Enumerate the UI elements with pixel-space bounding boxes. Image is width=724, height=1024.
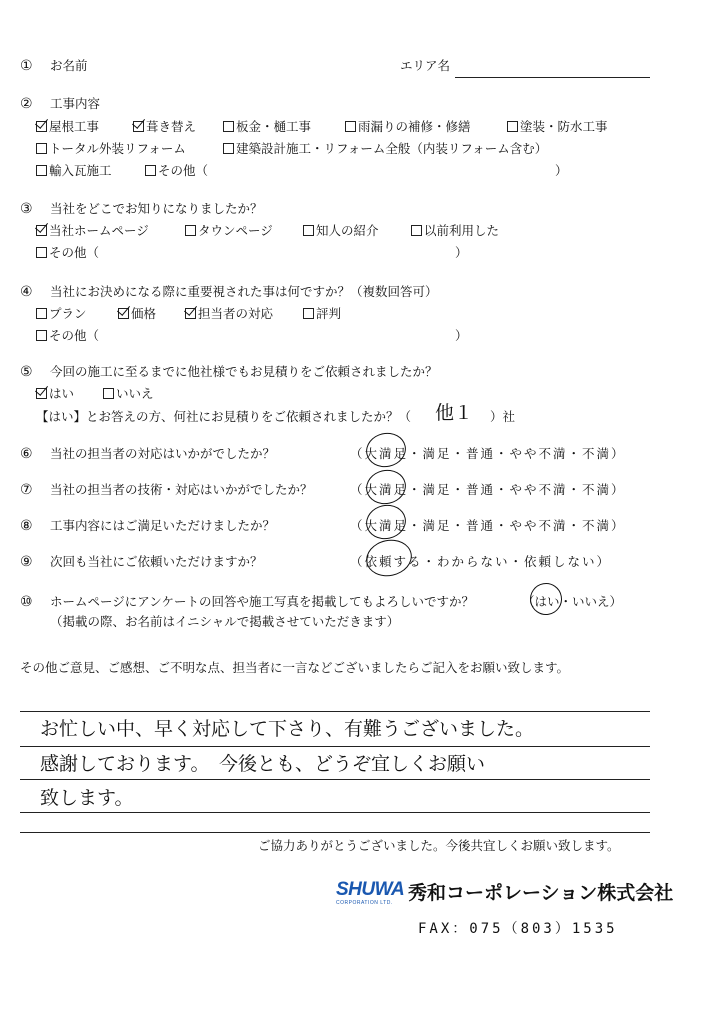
logo-text: SHUWA xyxy=(336,879,405,900)
q2-number: ② xyxy=(20,96,33,112)
q3-number: ③ xyxy=(20,201,33,217)
option-reroofing[interactable]: 葺き替え xyxy=(133,119,196,135)
option-imported-tiles[interactable]: 輸入瓦施工 xyxy=(36,163,112,179)
option-homepage[interactable]: 当社ホームページ xyxy=(36,223,149,239)
checkbox-icon[interactable] xyxy=(303,225,314,236)
option-referral[interactable]: 知人の紹介 xyxy=(303,223,379,239)
option-other[interactable]: その他（ xyxy=(36,245,99,261)
option-sheet-metal[interactable]: 板金・樋工事 xyxy=(223,119,311,135)
checkbox-icon[interactable] xyxy=(303,308,314,319)
q10-scale[interactable]: （はい・いいえ） xyxy=(522,594,623,609)
q9-number: ⑨ xyxy=(20,554,33,570)
q7-question: 当社の担当者の技術・対応はいかがでしたか？ xyxy=(50,482,313,497)
q5-followup: 【はい】とお答えの方、何社にお見積りをご依頼されましたか？（ xyxy=(36,409,412,424)
q7-number: ⑦ xyxy=(20,482,33,498)
q5-label: 今回の施工に至るまでに他社様でもお見積りをご依頼されましたか？ xyxy=(50,364,438,379)
checkbox-checked-icon[interactable] xyxy=(36,225,47,236)
checkbox-icon[interactable] xyxy=(36,165,47,176)
option-architecture[interactable]: 建築設計施工・リフォーム全般（内装リフォーム含む） xyxy=(223,141,547,157)
checkbox-icon[interactable] xyxy=(36,330,47,341)
checkbox-icon[interactable] xyxy=(345,121,356,132)
option-roof-work[interactable]: 屋根工事 xyxy=(36,119,99,135)
q9-question: 次回も当社にご依頼いただけますか？ xyxy=(50,554,263,569)
option-painting[interactable]: 塗装・防水工事 xyxy=(507,119,608,135)
q4-label: 当社にお決めになる際に重要視された事は何ですか？（複数回答可） xyxy=(50,284,438,299)
option-other[interactable]: その他（ xyxy=(36,328,99,344)
option-townpage[interactable]: タウンページ xyxy=(185,223,273,239)
comment-line xyxy=(20,711,650,712)
q2-close-paren: ） xyxy=(555,163,568,178)
option-other[interactable]: その他（ xyxy=(145,163,208,179)
checkbox-checked-icon[interactable] xyxy=(133,121,144,132)
answer-circle-mark xyxy=(363,429,409,471)
checkbox-icon[interactable] xyxy=(507,121,518,132)
comment-line xyxy=(20,746,650,747)
handwritten-comment-line-1[interactable]: お忙しい中、早く対応して下さり、有難うございました。 xyxy=(40,718,535,740)
q2-label: 工事内容 xyxy=(50,96,101,111)
option-previous-use[interactable]: 以前利用した xyxy=(411,223,499,239)
checkbox-icon[interactable] xyxy=(223,121,234,132)
handwritten-comment-line-3[interactable]: 致します。 xyxy=(40,787,134,809)
company-name: 秀和コーポレーション株式会社 xyxy=(408,882,674,904)
fax-number: FAX：075（803）1535 xyxy=(418,921,618,937)
checkbox-icon[interactable] xyxy=(36,308,47,319)
q10-number: ⑩ xyxy=(20,594,33,610)
comments-prompt: その他ご意見、ご感想、ご不明な点、担当者に一言などございましたらご記入をお願い致します。 xyxy=(20,660,570,675)
option-yes[interactable]: はい xyxy=(36,386,74,402)
q9-scale[interactable]: （依頼する・わからない・依頼しない） xyxy=(350,554,612,569)
q7-scale[interactable]: （大満足・満足・普通・やや不満・不満） xyxy=(350,482,626,497)
q8-question: 工事内容にはご満足いただけましたか？ xyxy=(50,518,276,533)
area-input-line[interactable] xyxy=(455,77,650,78)
q5-number: ⑤ xyxy=(20,364,33,380)
company-logo xyxy=(336,880,406,908)
logo-subtext: CORPORATION LTD. xyxy=(336,900,393,906)
q3-label: 当社をどこでお知りになりましたか？ xyxy=(50,201,263,216)
handwritten-comment-line-2[interactable]: 感謝しております。 今後とも、どうぞ宜しくお願い xyxy=(40,753,485,775)
checkbox-icon[interactable] xyxy=(36,247,47,258)
q6-question: 当社の担当者の対応はいかがでしたか？ xyxy=(50,446,276,461)
answer-circle-mark xyxy=(363,536,415,581)
q5-suffix: ）社 xyxy=(490,409,516,424)
handwritten-company-count[interactable]: 他１ xyxy=(435,402,474,424)
answer-circle-mark xyxy=(363,466,409,508)
checkbox-icon[interactable] xyxy=(223,143,234,154)
answer-circle-mark xyxy=(363,501,409,543)
checkbox-checked-icon[interactable] xyxy=(185,308,196,319)
option-reputation[interactable]: 評判 xyxy=(303,306,341,322)
option-plan[interactable]: プラン xyxy=(36,306,87,322)
q10-question: ホームページにアンケートの回答や施工写真を掲載してもよろしいですか？ xyxy=(50,594,475,609)
thanks-text: ご協力ありがとうございました。今後共宜しくお願い致します。 xyxy=(258,838,620,853)
q10-note: （掲載の際、お名前はイニシャルで掲載させていただきます） xyxy=(50,614,400,629)
checkbox-icon[interactable] xyxy=(36,143,47,154)
option-leak-repair[interactable]: 雨漏りの補修・修繕 xyxy=(345,119,471,135)
q6-scale[interactable]: （大満足・満足・普通・やや不満・不満） xyxy=(350,446,626,461)
comment-line xyxy=(20,812,650,813)
q3-close-paren: ） xyxy=(455,245,468,260)
checkbox-icon[interactable] xyxy=(145,165,156,176)
q4-close-paren: ） xyxy=(455,328,468,343)
name-label: お名前 xyxy=(50,58,88,73)
option-no[interactable]: いいえ xyxy=(103,386,154,402)
option-exterior-reform[interactable]: トータル外装リフォーム xyxy=(36,141,186,157)
option-staff-response[interactable]: 担当者の対応 xyxy=(185,306,273,322)
checkbox-checked-icon[interactable] xyxy=(36,388,47,399)
q1-number: ① xyxy=(20,58,33,74)
comment-line xyxy=(20,832,650,833)
checkbox-checked-icon[interactable] xyxy=(36,121,47,132)
answer-circle-mark xyxy=(527,580,564,617)
checkbox-icon[interactable] xyxy=(103,388,114,399)
option-price[interactable]: 価格 xyxy=(118,306,156,322)
q8-scale[interactable]: （大満足・満足・普通・やや不満・不満） xyxy=(350,518,626,533)
checkbox-checked-icon[interactable] xyxy=(118,308,129,319)
checkbox-icon[interactable] xyxy=(185,225,196,236)
q4-number: ④ xyxy=(20,284,33,300)
q8-number: ⑧ xyxy=(20,518,33,534)
comment-line xyxy=(20,779,650,780)
q6-number: ⑥ xyxy=(20,446,33,462)
checkbox-icon[interactable] xyxy=(411,225,422,236)
area-label: エリア名 xyxy=(400,58,451,73)
